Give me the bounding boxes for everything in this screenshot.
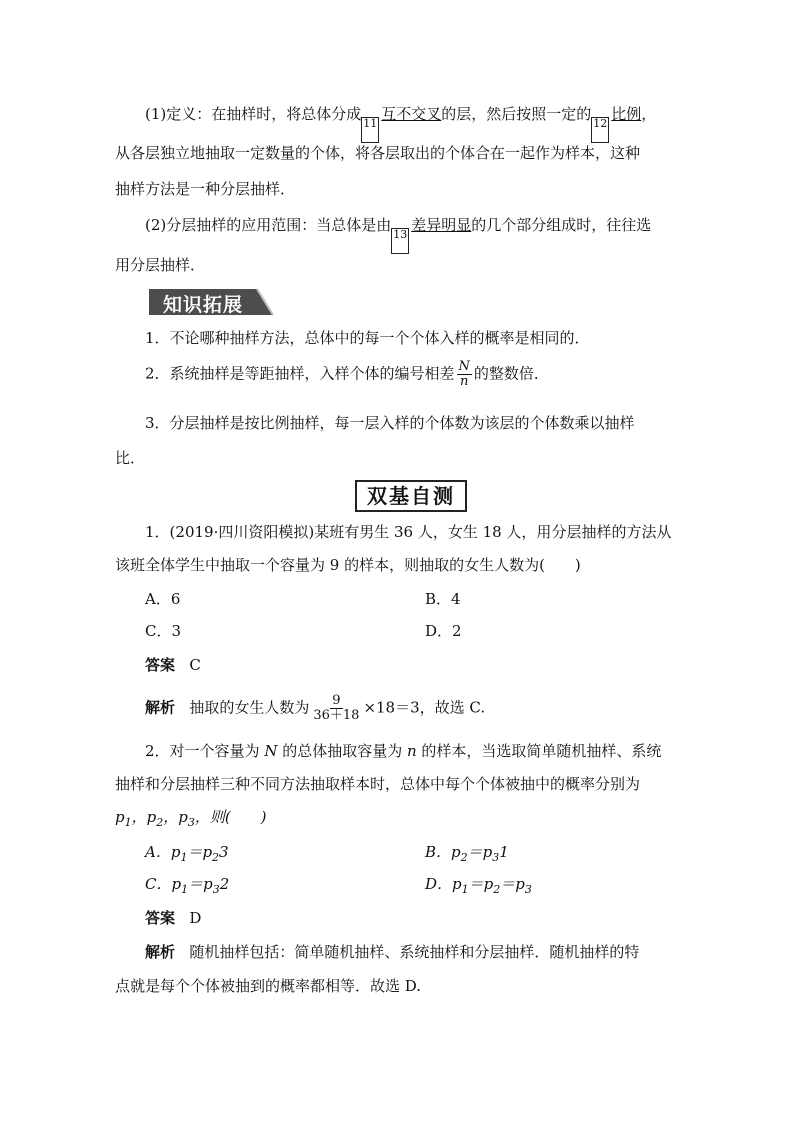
question-2-line-2: 抽样和分层抽样三种不同方法抽取样本时，总体中每个个体被抽中的概率分别为 <box>115 775 641 793</box>
q2-solution-line-1 <box>145 942 639 962</box>
fraction-numerator: N <box>458 359 470 374</box>
answer-value: C <box>189 656 201 674</box>
definition-line-2: 从各层独立地抽取一定数量的个体，将各层取出的个体合在一起作为样本，这种 <box>115 144 641 162</box>
scope-text: 的几个部分组成时，往往选 <box>471 216 652 234</box>
fraction-denominator: 36＋18 <box>313 708 360 723</box>
punct: ， <box>641 105 657 123</box>
blank-number-13: 13 <box>391 228 409 254</box>
solution-label: 解析 <box>145 943 176 961</box>
banner-title: 知识拓展 <box>163 294 244 316</box>
extension-item-2 <box>145 360 549 389</box>
scope-line-1 <box>145 215 651 254</box>
q1-solution <box>145 694 485 723</box>
q2-answer <box>145 908 201 928</box>
question-1-line-2: 该班全体学生中抽取一个容量为 9 的样本，则抽取的女生人数为( ) <box>115 556 581 574</box>
variable-n: n <box>406 742 417 760</box>
section-title: 双基自测 <box>355 480 467 512</box>
q1-option-b: B．4 <box>425 590 461 608</box>
answer-11: 互不交叉 <box>381 105 442 123</box>
q1-answer <box>145 655 201 675</box>
extension-item-1: 1．不论哪种抽样方法，总体中的每一个个体入样的概率是相同的． <box>145 329 590 347</box>
question-text: 2．对一个容量为 <box>145 742 265 760</box>
question-1-line-1: 1．(2019·四川资阳模拟)某班有男生 36 人，女生 18 人，用分层抽样的方法从 <box>145 523 672 541</box>
knowledge-extension-banner <box>145 287 275 317</box>
q1-option-c: C．3 <box>145 622 182 640</box>
q1-option-a: A．6 <box>145 590 181 608</box>
extension-text: 的整数倍． <box>473 364 549 383</box>
q2-option-c: C．$p_1=p_32$ <box>145 875 230 896</box>
definition-line-3: 抽样方法是一种分层抽样． <box>115 180 296 198</box>
definition-text: (1)定义：在抽样时，将总体分成 <box>145 105 362 123</box>
extension-item-3-line-1: 3．分层抽样是按比例抽样，每一层入样的个体数为该层的个体数乘以抽样 <box>145 414 635 432</box>
solution-text: ×18＝3，故选 C. <box>363 698 486 717</box>
fraction-numerator: 9 <box>332 693 341 708</box>
q1-option-d: D．2 <box>425 622 462 640</box>
blank-number-12: 12 <box>591 117 609 143</box>
definition-text: 的层，然后按照一定的 <box>441 105 592 123</box>
solution-label: 解析 <box>145 698 176 717</box>
q2-option-a: A．$p_1=p_23$ <box>145 843 229 864</box>
scope-text: (2)分层抽样的应用范围：当总体是由 <box>145 216 392 234</box>
fraction-9-over-36-plus-18 <box>311 694 361 723</box>
answer-13: 差异明显 <box>411 216 472 234</box>
answer-value: D <box>189 909 202 927</box>
solution-text: 随机抽样包括：简单随机抽样、系统抽样和分层抽样．随机抽样的特 <box>189 943 640 961</box>
answer-12: 比例 <box>611 105 642 123</box>
question-text: 的样本，当选取简单随机抽样、系统 <box>416 742 662 760</box>
question-text: 的总体抽取容量为 <box>277 742 407 760</box>
solution-text: 抽取的女生人数为 <box>189 698 310 717</box>
definition-line-1 <box>145 104 656 143</box>
q2-option-d: D．$p_1=p_2=p_3$ <box>425 875 532 896</box>
q2-solution-line-2: 点就是每个个体被抽到的概率都相等．故选 D. <box>115 977 422 995</box>
question-2-line-1 <box>145 741 661 761</box>
question-2-line-3: $p_1$，$p_2$，$p_3$，则( ) <box>115 808 267 829</box>
extension-item-3-line-2: 比． <box>115 449 146 467</box>
fraction-N-over-n <box>457 360 472 389</box>
fraction-denominator: n <box>460 374 469 389</box>
answer-label: 答案 <box>145 656 176 674</box>
extension-text: 2．系统抽样是等距抽样，入样个体的编号相差 <box>145 364 455 383</box>
blank-number-11: 11 <box>361 117 379 143</box>
scope-line-2: 用分层抽样． <box>115 256 206 274</box>
q2-option-b: B．$p_2=p_31$ <box>425 843 509 864</box>
answer-label: 答案 <box>145 909 176 927</box>
variable-N: N <box>264 742 278 760</box>
